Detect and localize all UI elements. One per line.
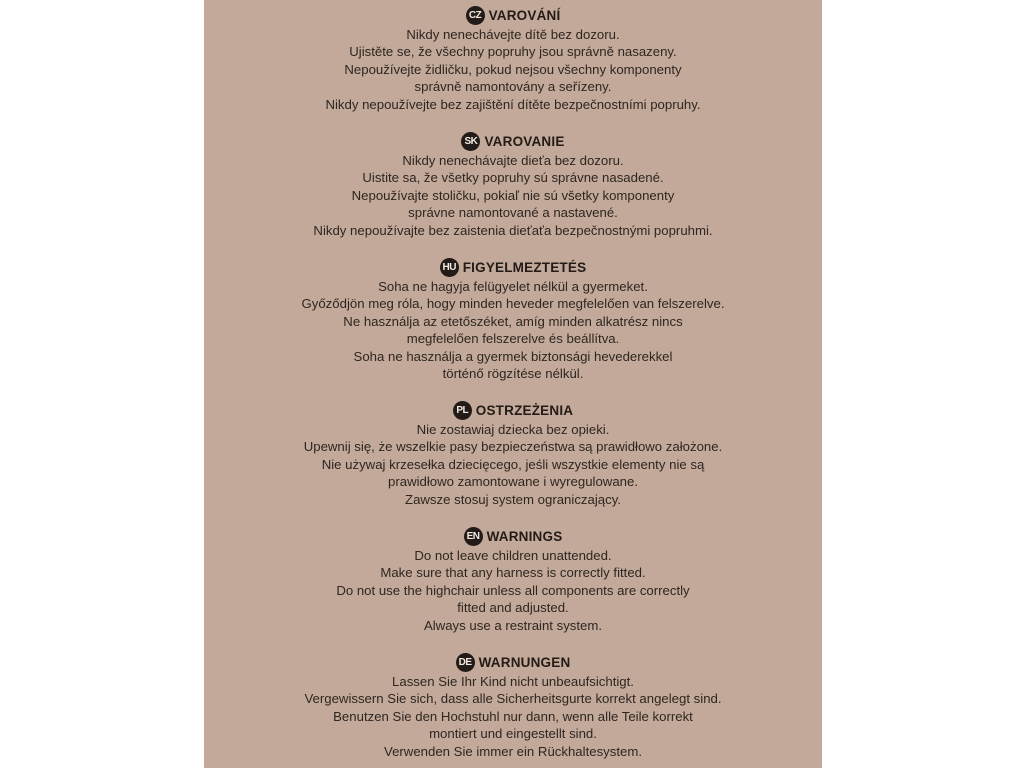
section-title: WARNINGS <box>486 528 563 544</box>
language-badge-hu: HU <box>440 258 459 277</box>
warning-line: Verwenden Sie immer ein Rückhaltesystem. <box>384 743 642 759</box>
section-title: OSTRZEŻENIA <box>475 402 574 418</box>
section-heading <box>204 526 822 546</box>
warning-line: Always use a restraint system. <box>423 617 603 633</box>
language-badge-pl: PL <box>453 401 472 420</box>
warning-line: Nepoužívejte židličku, pokud nejsou všechny komponenty <box>344 61 682 77</box>
language-badge-cz: CZ <box>466 6 485 25</box>
section-cz <box>204 5 822 113</box>
warning-line: Nikdy nepoužívajte bez zaistenia dieťaťa bezpečnostnými popruhmi. <box>313 222 713 238</box>
warning-line: prawidłowo zamontowane i wyregulowane. <box>388 474 638 490</box>
section-title: FIGYELMEZTETÉS <box>462 259 587 275</box>
section-hu <box>204 257 822 382</box>
section-heading <box>204 400 822 420</box>
warning-line: Upewnij się, że wszelkie pasy bezpieczeństwa są prawidłowo założone. <box>303 439 723 455</box>
warning-line: Nikdy nenechávajte dieťa bez dozoru. <box>402 153 624 168</box>
warning-line: Do not leave children unattended. <box>414 548 612 563</box>
section-heading <box>204 257 822 277</box>
warning-line: Nie zostawiaj dziecka bez opieki. <box>416 422 610 437</box>
warning-line: Nikdy nepoužívejte bez zajištění dítěte bezpečnostními popruhy. <box>325 96 701 112</box>
warning-line: Zawsze stosuj system ograniczający. <box>405 491 621 507</box>
warning-line: megfelelően felszerelve és beállítva. <box>406 331 620 347</box>
warning-line: Do not use the highchair unless all components are correctly <box>336 582 690 598</box>
section-title: VAROVÁNÍ <box>488 7 561 23</box>
warning-line: Make sure that any harness is correctly fitted. <box>380 565 646 581</box>
language-badge-de: DE <box>456 653 475 672</box>
warning-line: Soha ne hagyja felügyelet nélkül a gyermeket. <box>378 279 648 294</box>
warning-line: Soha ne használja a gyermek biztonsági hevederekkel <box>353 348 673 364</box>
warning-line: Győződjön meg róla, hogy minden heveder megfelelően van felszerelve. <box>301 296 725 312</box>
language-badge-en: EN <box>464 527 483 546</box>
warning-line: správne namontované a nastavené. <box>408 205 618 221</box>
language-badge-sk: SK <box>461 132 480 151</box>
section-title: WARNUNGEN <box>478 654 571 670</box>
section-sk <box>204 131 822 239</box>
warnings-panel <box>204 0 822 768</box>
warning-line: Ne használja az etetőszéket, amíg minden alkatrész nincs <box>343 313 683 329</box>
section-heading <box>204 652 822 672</box>
section-de <box>204 652 822 760</box>
warning-line: montiert und eingestellt sind. <box>429 726 597 742</box>
warning-line: Nie używaj krzesełka dziecięcego, jeśli wszystkie elementy nie są <box>321 456 705 472</box>
warning-line: Vergewissern Sie sich, dass alle Sicherheitsgurte korrekt angelegt sind. <box>304 691 722 707</box>
section-pl <box>204 400 822 508</box>
section-heading <box>204 5 822 25</box>
warning-line: Lassen Sie Ihr Kind nicht unbeaufsichtigt. <box>392 674 634 689</box>
warning-line: Uistite sa, že všetky popruhy sú správne nasadené. <box>362 170 664 186</box>
warning-line: történő rögzítése nélkül. <box>442 366 584 382</box>
section-title: VAROVANIE <box>484 133 565 149</box>
warning-line: Ujistěte se, že všechny popruhy jsou správně nasazeny. <box>349 44 677 60</box>
warning-line: Nikdy nenechávejte dítě bez dozoru. <box>406 27 620 42</box>
section-heading <box>204 131 822 151</box>
warning-line: Nepoužívajte stoličku, pokiaľ nie sú všetky komponenty <box>351 187 675 203</box>
warning-line: správně namontovány a seřízeny. <box>414 79 612 95</box>
warning-line: Benutzen Sie den Hochstuhl nur dann, wenn alle Teile korrekt <box>333 708 693 724</box>
warning-line: fitted and adjusted. <box>457 600 569 616</box>
section-en <box>204 526 822 634</box>
